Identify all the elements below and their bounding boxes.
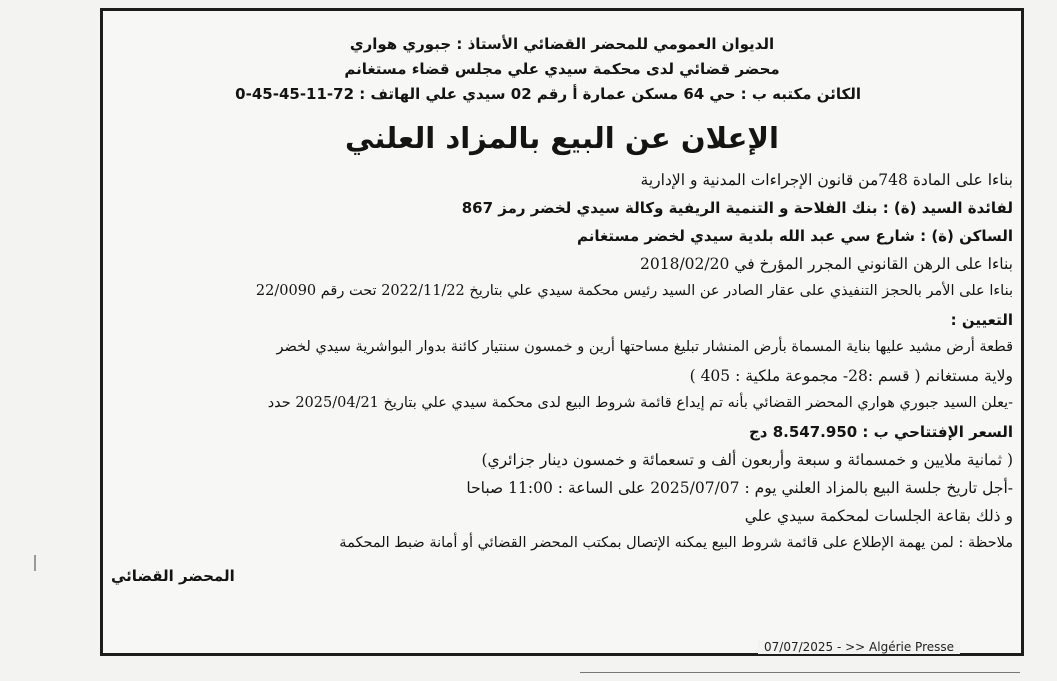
- body-line-8: ولاية مستغانم ( قسم :28- مجموعة ملكية : 405 ): [689, 367, 1013, 385]
- footer-source: 07/07/2025 - >> Algérie Presse: [758, 640, 960, 654]
- opening-price-line: السعر الإفتتاحي ب : 8.547.950 دج: [749, 423, 1013, 441]
- body-line-1: بناءا على المادة 748من قانون الإجراءات المدنية و الإدارية: [640, 171, 1013, 189]
- body-line-14: ملاحظة : لمن يهمة الإطلاع على قائمة شروط البيع يمكنه الإتصال بمكتب المحضر القضائي أو أمانة ضبط المحكمة: [339, 535, 1013, 551]
- body-line-13: و ذلك بقاعة الجلسات لمحكمة سيدي علي: [744, 507, 1013, 525]
- address-line: الساكن (ة) : شارع سي عبد الله بلدية سيدي لخضر مستغانم: [576, 227, 1013, 245]
- body-line-5: بناءا على الأمر بالحجز التنفيذي على عقار الصادر عن السيد رئيس محكمة سيدي علي بتاريخ 2022/11/22 تحت رقم 22/0090: [255, 283, 1013, 299]
- beneficiary-line: لفائدة السيد (ة) : بنك الفلاحة و التنمية الريفية وكالة سيدي لخضر رمز 867: [461, 199, 1013, 217]
- body-line-4: بناءا على الرهن القانوني المجرر المؤرخ في 2018/02/20: [640, 255, 1013, 273]
- bottom-rule: [580, 672, 1020, 673]
- header-line-2: محضر قضائي لدى محكمة سيدي علي مجلس قضاء مستغانم: [344, 60, 780, 78]
- designation-label: التعيين :: [950, 311, 1013, 329]
- header-line-3: الكائن مكتبه ب : حي 64 مسكن عمارة أ رقم 02 سيدي علي الهاتف : 72-11-45-45-0: [235, 85, 861, 103]
- legal-notice: [100, 8, 1024, 656]
- body-line-11: ( ثمانية ملايين و خمسمائة و سبعة وأربعون ألف و تسعمائة و خمسون دينار جزائري): [481, 451, 1013, 469]
- body-line-7: قطعة أرض مشيد عليها بناية المسماة بأرض المنشار تبليغ مساحتها أرين و خمسون سنتيار كائنة بدوار البواشرية سيدي لخضر: [276, 339, 1013, 355]
- signature: المحضر القضائي: [111, 567, 235, 585]
- body-line-9: -يعلن السيد جبوري هواري المحضر القضائي بأنه تم إيداع قائمة شروط البيع لدى محكمة سيدي علي بتاريخ 2025/04/21 حدد: [267, 395, 1013, 411]
- header-line-1: الديوان العمومي للمحضر القضائي الأستاذ : جبوري هواري: [349, 35, 775, 53]
- notice-title: الإعلان عن البيع بالمزاد العلني: [345, 121, 779, 155]
- body-line-12: -أجل تاريخ جلسة البيع بالمزاد العلني يوم : 2025/07/07 على الساعة : 11:00 صباحا: [466, 479, 1013, 497]
- scan-mark: [34, 555, 36, 571]
